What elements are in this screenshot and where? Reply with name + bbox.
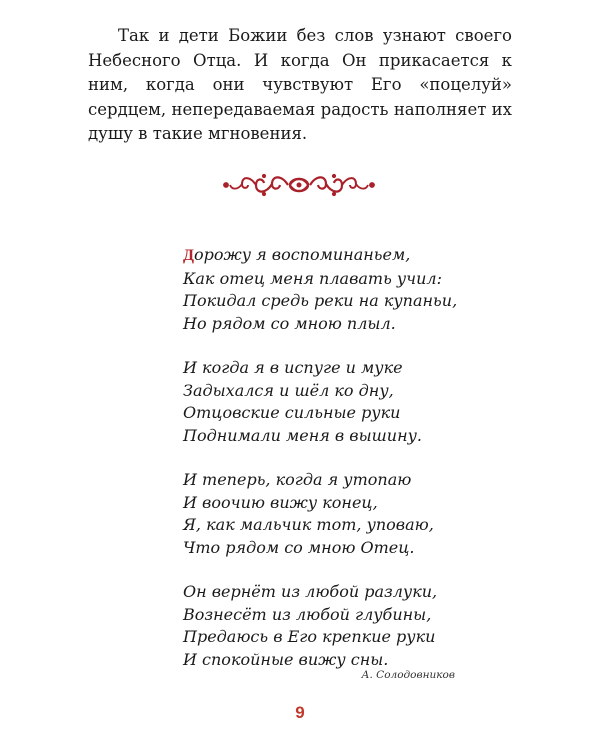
poem-line: Что рядом со мною Отец. [183, 537, 415, 557]
prose-paragraph: Так и дети Божии без слов узнают своего Небесного Отца. И когда Он прикасается к ним, когда они чувствуют Его «поцелуй» сердцем, непередаваемая радость наполняет их душу в такие мгновения. [88, 26, 512, 143]
poem-line: Он вернёт из любой разлуки, [183, 582, 438, 601]
first-line-text: орожу я воспоминаньем, [194, 245, 411, 264]
poem-author: А. Солодовников [361, 669, 455, 681]
drop-cap: Д [183, 247, 195, 264]
poem-line: Отцовские сильные руки [183, 403, 401, 422]
poem-line: И спокойные вижу сны. [183, 649, 389, 669]
poem-line: Но рядом со мною плыл. [183, 313, 396, 333]
poem-line: Я, как мальчик тот, уповаю, [183, 515, 434, 534]
poem-line [183, 244, 523, 268]
poem-line: Поднимали меня в вышину. [183, 425, 423, 445]
poem-line: И воочию вижу конец, [183, 492, 378, 512]
poem-stanza-3 [183, 469, 523, 559]
prose-block [88, 24, 512, 147]
poem-stanza-4 [183, 581, 523, 671]
poem-line: Задыхался и шёл ко дну, [183, 380, 394, 400]
poem [183, 244, 523, 693]
poem-line: Вознесёт из любой глубины, [183, 604, 432, 624]
poem-line: Покидал средь реки на купаньи, [183, 291, 458, 310]
poem-stanza-1 [183, 244, 523, 335]
poem-line: Как отец меня плавать учил: [183, 268, 443, 288]
poem-line: И теперь, когда я утопаю [183, 470, 412, 489]
page-number: 9 [295, 703, 305, 722]
poem-stanza-2 [183, 357, 523, 447]
poem-line: Предаюсь в Его крепкие руки [183, 627, 436, 646]
poem-line: И когда я в испуге и муке [183, 358, 403, 377]
floral-ornament-icon [220, 170, 378, 200]
